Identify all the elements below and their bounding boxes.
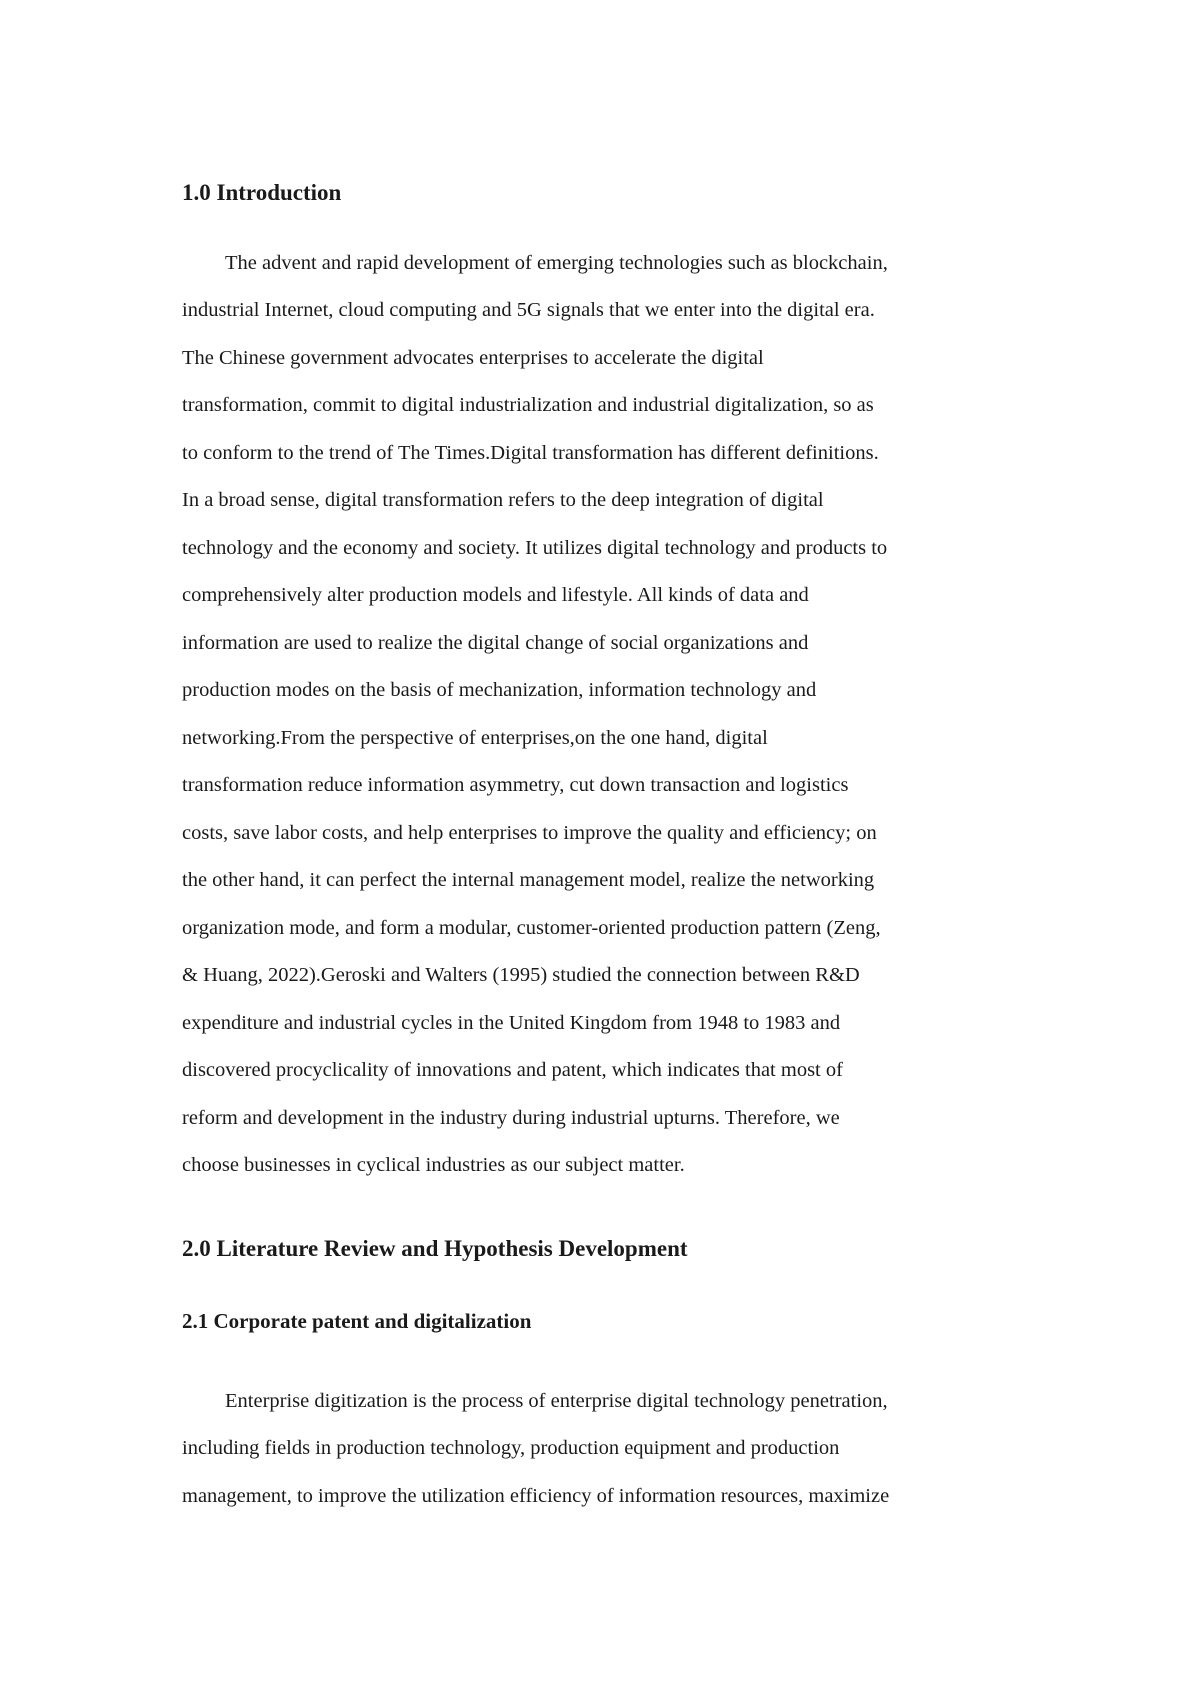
body-text-line: production modes on the basis of mechanization, information technology and xyxy=(182,679,817,701)
body-text-line: & Huang, 2022).Geroski and Walters (1995) studied the connection between R&D xyxy=(182,964,860,986)
subsection-2-1-heading: 2.1 Corporate patent and digitalization xyxy=(182,1309,532,1333)
body-text-line: Enterprise digitization is the process of enterprise digital technology penetration, xyxy=(225,1390,888,1412)
body-text-line: costs, save labor costs, and help enterprises to improve the quality and efficiency; on xyxy=(182,822,877,844)
body-text-line: expenditure and industrial cycles in the United Kingdom from 1948 to 1983 and xyxy=(182,1012,841,1034)
body-text-line: the other hand, it can perfect the internal management model, realize the networking xyxy=(182,869,875,891)
body-text-line: including fields in production technology, production equipment and production xyxy=(182,1437,840,1459)
body-text-line: The Chinese government advocates enterprises to accelerate the digital xyxy=(182,347,764,369)
body-text-line: The advent and rapid development of emerging technologies such as blockchain, xyxy=(225,252,888,274)
body-text-line: management, to improve the utilization efficiency of information resources, maximize xyxy=(182,1485,890,1507)
body-text-line: organization mode, and form a modular, customer-oriented production pattern (Zeng, xyxy=(182,917,881,939)
body-text-line: In a broad sense, digital transformation refers to the deep integration of digital xyxy=(182,489,824,511)
body-text-line: choose businesses in cyclical industries as our subject matter. xyxy=(182,1154,685,1176)
body-text-line: industrial Internet, cloud computing and 5G signals that we enter into the digital era. xyxy=(182,299,875,321)
body-text-line: networking.From the perspective of enterprises,on the one hand, digital xyxy=(182,727,768,749)
body-text-line: reform and development in the industry during industrial upturns. Therefore, we xyxy=(182,1107,840,1129)
body-text-line: comprehensively alter production models and lifestyle. All kinds of data and xyxy=(182,584,809,606)
body-text-line: transformation reduce information asymmetry, cut down transaction and logistics xyxy=(182,774,849,796)
body-text-line: to conform to the trend of The Times.Digital transformation has different definitions. xyxy=(182,442,879,464)
body-text-line: technology and the economy and society. It utilizes digital technology and products to xyxy=(182,537,888,559)
section-2-heading: 2.0 Literature Review and Hypothesis Development xyxy=(182,1236,688,1261)
body-text-line: transformation, commit to digital industrialization and industrial digitalization, so as xyxy=(182,394,874,416)
body-text-line: discovered procyclicality of innovations and patent, which indicates that most of xyxy=(182,1059,843,1081)
body-text-line: information are used to realize the digital change of social organizations and xyxy=(182,632,809,654)
section-1-heading: 1.0 Introduction xyxy=(182,180,342,205)
